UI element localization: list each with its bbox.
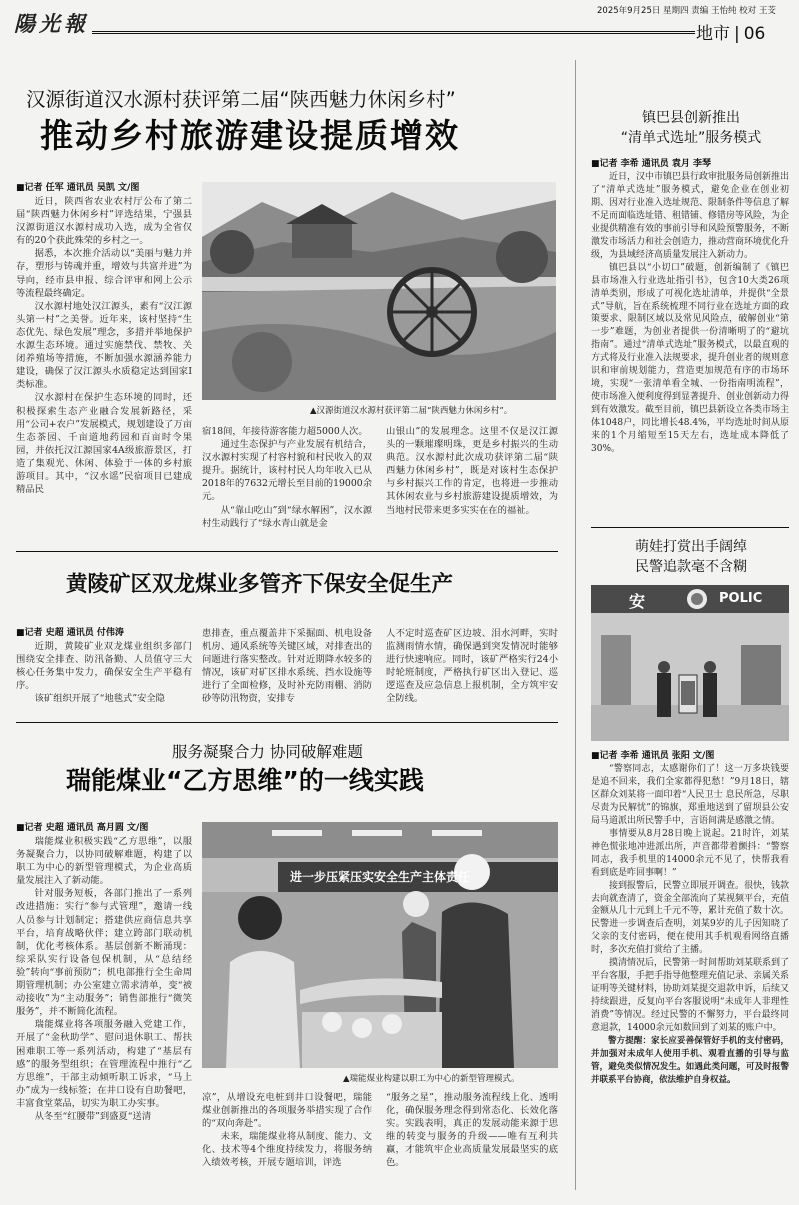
story1-kicker: 汉源街道汉水源村获评第二届“陕西魅力休闲乡村” xyxy=(26,88,456,111)
story1-photo-caption: ▲汉源街道汉水源村获评第二届“陕西魅力休闲乡村”。 xyxy=(310,406,513,416)
story5-headline-line1: 萌娃打赏出手阔绰 xyxy=(635,539,747,555)
section-name: 地市 xyxy=(696,24,730,44)
story2-col1-para: 近期，黄陵矿业双龙煤业组织多部门围绕安全排查、防汛备勤、人员值守三大核心任务集中发力，确保安全生产平稳有序。 xyxy=(16,641,192,692)
story1-col2-para: 宿18间，年接待游客能力超5000人次。 xyxy=(202,426,368,437)
story5-para: “警察同志，太感谢你们了！这一万多块钱要是追不回来，我们全家都得犯愁！”9月18日，辖区群众刘某将一面印着“人民卫士 息民所急，尽职尽责为民解忧”的锦旗，郑重地送到了留坝县公安局马道派出所民警手中，言语间满是感激之情。 xyxy=(591,764,789,826)
story3-kicker: 服务凝聚合力 协同破解难题 xyxy=(172,743,363,761)
story2-col3 xyxy=(386,627,558,717)
story5-para: 摸清情况后，民警第一时间帮助刘某联系到了平台客服，手把手指导他整理充值记录、亲属关系证明等关键材料，协助刘某提交退款申诉，后续又持续跟进，反复向平台客服说明“未成年人非理性消费”等情况。经过民警的不懈努力，平台最终同意退款，14000余元如数回到了刘某的账户中。 xyxy=(591,958,789,1034)
story3-col3 xyxy=(386,1091,558,1185)
story4-para: 近日，汉中市镇巴县行政审批服务局创新推出了“清单式选址”服务模式，避免企业在创业初期、因对行业准入选址规范、限制条件等信息了解不足而面临选址错、租错铺、修错房等风险，为企业提供精准有效的事前引导和风险预警服务，不断激发市场活力和社会创造力，推动营商环境优化升级，为县域经济高质量发展注入新动力。 xyxy=(591,172,789,260)
story2-col2-para: 患排查，重点覆盖井下采掘面、机电设备机房、通风系统等关键区域，对排查出的问题进行落实整改。针对近期降水较多的情况，该矿对矿区排水系统、挡水设施等进行了全面检修，及时补充防雨棚、消防砂等防汛物资，安排专 xyxy=(202,628,372,705)
story3-col1-para: 瑞能煤业将各项服务融入党建工作，开展了“金秋助学”、慰问退休职工、帮扶困难职工等一系列活动，构建了“基层有感”的服务型组织；在管理流程中推行“乙方思维”，干部主动倾听职工诉求，“马上办”成为一线标签；在井口设有自助餐吧，丰富食堂菜品，切实为职工办实事。 xyxy=(16,1019,192,1109)
story1-col1-para: 据悉，本次推介活动以“美丽与魅力并存，塑形与铸魂并重，增效与共富并进”为导向，经市县申报、综合评审和网上公示等流程最终确定。 xyxy=(16,248,192,299)
story5-para: 接到报警后，民警立即展开调查。很快，钱款去向就查清了，资金全部流向了某视频平台，充值金额从几十元到上千元不等，累计充值了数十次。民警进一步调查后查明，刘某9岁的儿子因知晓了父亲的支付密码，便在使用其手机观看网络直播时，多次充值打赏给了主播。 xyxy=(591,880,789,956)
story1-col2 xyxy=(202,425,372,545)
story1-byline: ■记者 任军 通讯员 吴凯 文/图 xyxy=(16,183,140,193)
masthead-rule-2 xyxy=(92,33,695,34)
story1-col3-para: 山银山”的发展理念。这里不仅是汉江源头的一颗璀璨明珠，更是乡村振兴的生动典范。汉水源村此次成功获评第二届“陕西魅力休闲乡村”，既是对该村生态保护与乡村振兴工作的肯定，也将进一步推动其休闲农业与乡村旅游建设提质增效，为当地村民带来更多实实在在的福祉。 xyxy=(386,426,558,516)
story4-headline-line2: “清单式选址”服务模式 xyxy=(620,130,762,146)
divider xyxy=(16,722,558,723)
divider xyxy=(591,527,789,528)
story2-byline: ■记者 史超 通讯员 付伟涛 xyxy=(16,628,124,638)
story1-col1-para: 汉水源村在保护生态环境的同时，还积极探索生态产业融合发展新路径，采用“公司+农户”发展模式，规划建设了万亩生态茶园、千亩道地药园和百亩时令果园，并依托汉江源国家4A级旅游景区，打造了集观光、休闲、体验于一体的乡村旅游项目。其中，“汉水谣”民宿项目已建成精品民 xyxy=(16,392,192,496)
story2-headline: 黄陵矿区双龙煤业多管齐下保安全促生产 xyxy=(66,572,454,597)
workers-image xyxy=(202,822,558,1068)
story2-col1 xyxy=(16,627,192,717)
story4-headline-line1: 镇巴县创新推出 xyxy=(642,110,740,126)
story2-col2 xyxy=(202,627,372,717)
photo-sign-left: 安 xyxy=(629,592,646,611)
story3-col2 xyxy=(202,1091,372,1185)
police-station-image xyxy=(591,585,789,741)
story3-col2-para: 未来，瑞能煤业将从制度、能力、文化、技术等4个维度持续发力，将服务纳入绩效考核，开展专题培训，评选 xyxy=(202,1131,372,1169)
story3-col1-para: 瑞能煤业积极实践“乙方思维”，以服务凝聚合力，以协同破解难题，构建了以职工为中心的新型管理模式，为企业高质量发展注入了新动能。 xyxy=(16,836,192,887)
story4-body xyxy=(591,158,789,525)
photo-banner-text: 进一步压紧压实安全生产主体责任 xyxy=(290,870,471,884)
story4-byline: ■记者 李希 通讯员 袁月 李琴 xyxy=(591,159,712,169)
story3-headline: 瑞能煤业“乙方思维”的一线实践 xyxy=(66,766,424,795)
village-landscape-image xyxy=(202,182,556,400)
story1-col1-para: 汉水源村地处汉江源头，素有“汉江源头第一村”之美誉。近年来，该村坚持“生态优先、绿色发展”理念，多措并举地保护水源生态环境。通过实施禁伐、禁牧、关闭养殖场等措施，不断加强水源涵养能力建设，确保了汉江源头水质稳定达到国家Ⅰ类标准。 xyxy=(16,300,192,391)
story1-col1 xyxy=(16,182,192,546)
story1-col2-para: 从“靠山吃山”到“绿水解困”，汉水源村生动践行了“绿水青山就是金 xyxy=(202,504,372,529)
paper-logo: 陽光報 xyxy=(14,11,89,36)
photo-sign-right: POLIC xyxy=(719,591,763,606)
story3-col1-para: 从冬至“红腰带”到盛夏“送清 xyxy=(34,1110,152,1122)
story5-photo xyxy=(591,585,789,741)
page-number: 06 xyxy=(743,24,766,44)
masthead-rule xyxy=(92,31,695,32)
section-divider: | xyxy=(734,24,740,44)
story3-photo xyxy=(202,822,558,1068)
story5-byline: ■记者 李希 通讯员 张阳 文/图 xyxy=(591,751,715,761)
story3-col3-para: “服务之星”，推动服务流程线上化、透明化，确保服务理念得到常态化、长效化落实。实践表明，真正的发展动能来源于思维的转变与服务的升级——唯有互利共赢，才能筑牢企业高质量发展最坚实的底色。 xyxy=(386,1092,558,1169)
story2-col1-para: 该矿组织开展了“地毯式”安全隐 xyxy=(34,693,165,705)
story1-col2-para: 通过生态保护与产业发展有机结合，汉水源村实现了村容村貌和村民收入的双提升。据统计，该村村民人均年收入已从2018年的7632元增长至目前的19000余元。 xyxy=(202,439,372,503)
story1-photo xyxy=(202,182,556,400)
story3-byline: ■记者 史超 通讯员 高月圆 文/图 xyxy=(16,823,149,833)
story3-col2-para: 凉”，从增设充电桩到井口设餐吧，瑞能煤业创新推出的各项服务举措实现了合作的“双向奔赴”。 xyxy=(202,1092,372,1130)
story3-photo-caption: ▲瑞能煤业构建以职工为中心的新型管理模式。 xyxy=(343,1074,520,1084)
divider xyxy=(16,551,558,552)
story2-col3-para: 人不定时巡查矿区边坡、泪水河畔，实时监测雨情水情，确保遇到突发情况时能够进行快速响应。同时，该矿严格实行24小时轮班制度，严格执行矿区出入登记、巡逻巡查及应急信息上报机制，全方筑牢安全防线。 xyxy=(386,628,558,705)
story1-headline: 推动乡村旅游建设提质增效 xyxy=(40,116,460,155)
story4-para: 镇巴县以“小切口”破题，创新编制了《镇巴县市场准入行业选址指引书》，包含10大类26项清单类别，形成了可视化选址清单，并提供“全景式”导航，旨在系统梳理不同行业在选址方面的政策要求、限制区域以及常见风险点，破解创业“第一步”难题，为创业者提供一份清晰明了的“避坑指南”。通过“清单式选址”服务模式，以最直观的方式将及行业准入法规要求，提升创业者的规则意识和审前规划能力，营造更加规范有序的市场环境，实现“一张清单看全城、一份指南明流程”，使市场准入便利度得到显著提升、创业创新动力得到有效激发。截至目前，镇巴县新设立各类市场主体1048户，同比增长48.4%，平均选址时间从原来的1个月缩短至15天左右，选址成本降低了30%。 xyxy=(591,262,789,455)
story3-col1 xyxy=(16,822,192,1184)
story1-col1-para: 近日，陕西省农业农村厅公布了第二届“陕西魅力休闲乡村”评选结果，宁强县汉源街道汉水源村成功入选，成为全省仅有的20个获此殊荣的乡村之一。 xyxy=(16,196,192,247)
story5-body xyxy=(591,750,789,1188)
story1-col3 xyxy=(386,425,558,545)
story5-headline-line2: 民警追款毫不含糊 xyxy=(635,559,747,575)
section-label xyxy=(696,19,765,44)
story5-tip: 警方提醒：家长应妥善保管好手机的支付密码，并加强对未成年人使用手机、观看直播的引导与监管，避免类似情况发生。如遇此类问题，可及时报警并联系平台协商，依法维护自身权益。 xyxy=(591,1036,789,1085)
story5-para: 事情要从8月28日晚上说起。21时许，刘某神色慌张地冲进派出所，声音都带着颤抖：“警察同志，我手机里的14000余元不见了，快帮我看看到底是咋回事啊！” xyxy=(591,828,789,878)
story3-col1-para: 针对服务短板，各部门推出了一系列改进措施：实行“参与式管理”，邀请一线人员参与计划制定；搭建供应商信息共享平台，培育战略伙伴；建立跨部门联动机制，优化考核体系。基层创新不断涌现：综采队实行设备包保机制，从“总结经验”转向“事前预防”；机电部推行全生命周期管理机制；办公室建立需求清单，变“被动接收”为“主动服务”；销售部推行“微笑服务”，并不断简化流程。 xyxy=(16,888,192,1018)
date-line: 2025年9月25日 星期四 责编 王怡纯 校对 王芠 xyxy=(597,6,776,16)
column-divider xyxy=(575,60,576,1190)
